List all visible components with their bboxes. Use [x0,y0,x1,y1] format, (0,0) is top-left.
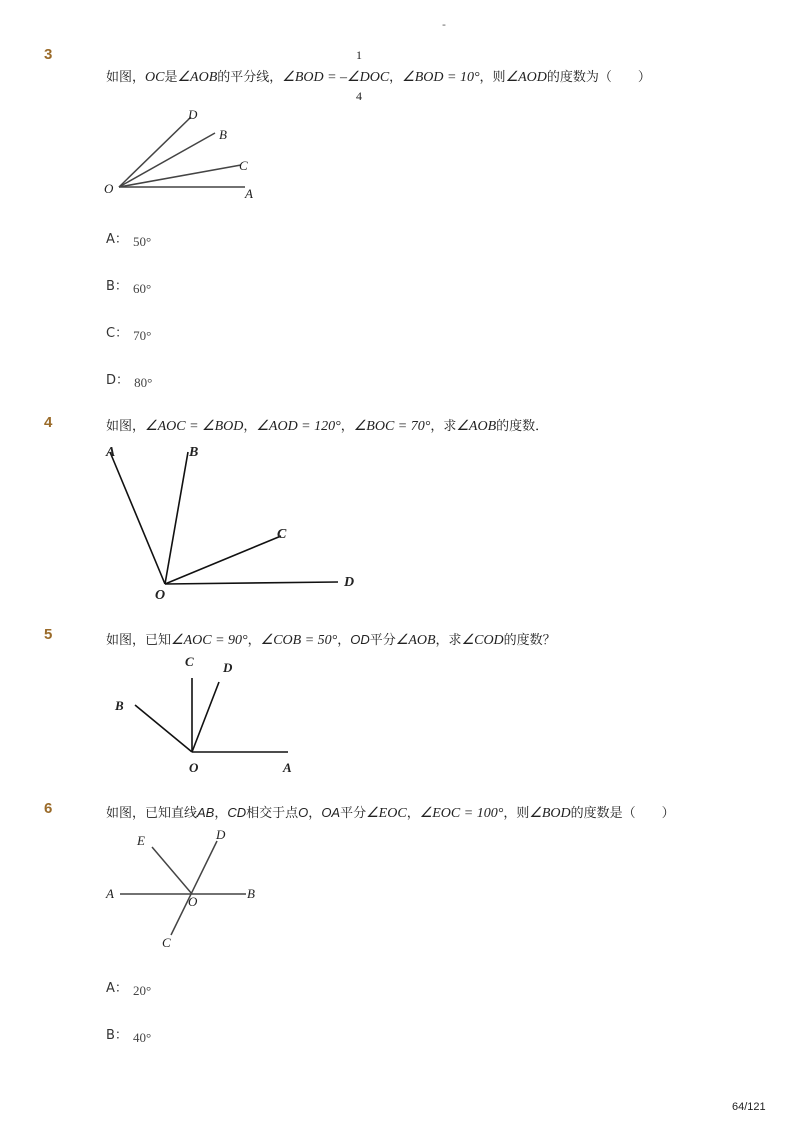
math-angle-aob: ∠AOB [456,419,497,434]
fraction-numerator: 1 [356,48,362,62]
stem-text: 的平分线， [217,70,283,85]
math-o: O [298,805,309,820]
stem-text: 平分 [369,633,396,648]
stem-text: ， [214,806,228,821]
stem-text: ，求 [430,419,457,434]
stem-text: ， [308,806,322,821]
figure-q3 [95,105,275,205]
option-label: C： [106,326,129,341]
label-d: D [344,575,355,590]
math-angle-eoc: ∠EOC [366,806,407,821]
ray-od [192,682,219,752]
option-b[interactable] [106,1024,151,1043]
option-a[interactable] [106,228,151,247]
option-c[interactable] [106,322,151,341]
math-angle-cod: ∠COD [461,633,504,648]
stem-text: 的度数为（ ） [546,70,651,85]
label-d: D [216,827,226,842]
math-angle-aob: ∠AOB [395,633,436,648]
stem-text: 如图，已知直线 [106,806,198,821]
label-o: O [188,894,198,909]
math-angle-bod: ∠BOD [529,806,571,821]
stem-text: 平分 [340,806,367,821]
label-b: B [189,445,199,460]
option-value: 70° [133,328,152,343]
question-number-4: 4 [44,414,53,431]
math-eoc-value: ∠EOC = 100° [419,806,504,821]
option-d[interactable] [106,369,152,388]
ray-ob [165,452,188,584]
math-aod-value: ∠AOD = 120° [256,419,341,434]
label-d: D [188,107,198,122]
question-number-5: 5 [44,626,53,643]
stem-text: 如图，已知 [106,633,172,648]
option-value: 80° [134,375,153,390]
ray-od [165,582,338,584]
stem-text: ， [406,806,420,821]
math-aoc-eq-bod: ∠AOC = ∠BOD [145,419,244,434]
stem-text: ， [337,633,351,648]
math-boc-value: ∠BOC = 70° [353,419,431,434]
stem-text: 如图， [106,70,146,85]
label-a: A [106,886,114,901]
stem-text: ， [243,419,257,434]
option-label: B： [106,279,128,294]
option-label: B： [106,1028,128,1043]
line-cd [171,841,217,935]
option-value: 50° [133,234,152,249]
header-dash: - [442,18,446,31]
label-c: C [162,935,171,950]
label-a: A [245,186,253,201]
option-label: A： [106,232,128,247]
option-label: A： [106,981,128,996]
label-a: A [283,760,292,775]
stem-text: 的度数是（ ） [570,806,675,821]
label-c: C [185,654,194,669]
option-value: 40° [133,1030,152,1045]
label-b: B [247,886,255,901]
math-cd: CD [227,805,247,820]
option-a[interactable] [106,977,151,996]
question-number-3: 3 [44,46,53,63]
label-o: O [155,588,166,603]
label-o: O [104,181,114,196]
math-cob-value: ∠COB = 50° [260,633,338,648]
figure-q6 [100,825,270,955]
label-d: D [223,660,233,675]
option-label: D： [106,373,130,388]
fraction-denominator: 4 [356,89,362,103]
stem-text: 的度数？ [503,633,556,648]
label-b: B [115,698,124,713]
label-a: A [106,445,116,460]
math-angle-aod: ∠AOD [505,70,547,85]
label-e: E [137,833,145,848]
stem-text: 的度数． [496,419,549,434]
label-b: B [219,127,227,142]
stem-text: ， [247,633,261,648]
label-c: C [277,527,287,542]
option-value: 60° [133,281,152,296]
math-ab: AB [197,805,215,820]
math-aoc-value: ∠AOC = 90° [171,633,248,648]
math-od: OD [350,632,370,647]
question-stem-6 [106,804,675,823]
stem-text: ，则 [479,70,506,85]
figure-q5 [105,650,305,780]
ray-oa [110,452,165,584]
ray-ob [135,705,192,752]
option-value: 20° [133,983,152,998]
fraction-bar: – [340,70,348,85]
ray-oc [165,536,281,584]
math-oa: OA [321,805,341,820]
label-c: C [239,158,248,173]
question-stem-3 [106,69,651,87]
question-number-6: 6 [44,800,53,817]
stem-text: ，则 [503,806,530,821]
option-b[interactable] [106,275,151,294]
stem-text: ， [340,419,354,434]
math-bod-value: ∠BOD = 10° [402,70,480,85]
figure-q4 [95,440,375,605]
math-angle-doc: ∠DOC [347,70,390,85]
question-stem-5 [106,631,556,650]
ray-oe [152,847,192,894]
page-number: 64/121 [732,1101,766,1113]
stem-text: ， [389,70,403,85]
label-o: O [189,760,199,775]
math-angle-bod: ∠BOD = [282,70,341,85]
question-stem-4 [106,418,548,436]
stem-text: 是 [164,70,178,85]
stem-text: 相交于点 [246,806,299,821]
stem-text: 如图， [106,419,146,434]
math-oc: OC [145,70,165,85]
stem-text: ，求 [435,633,462,648]
math-angle-aob: ∠AOB [177,70,218,85]
